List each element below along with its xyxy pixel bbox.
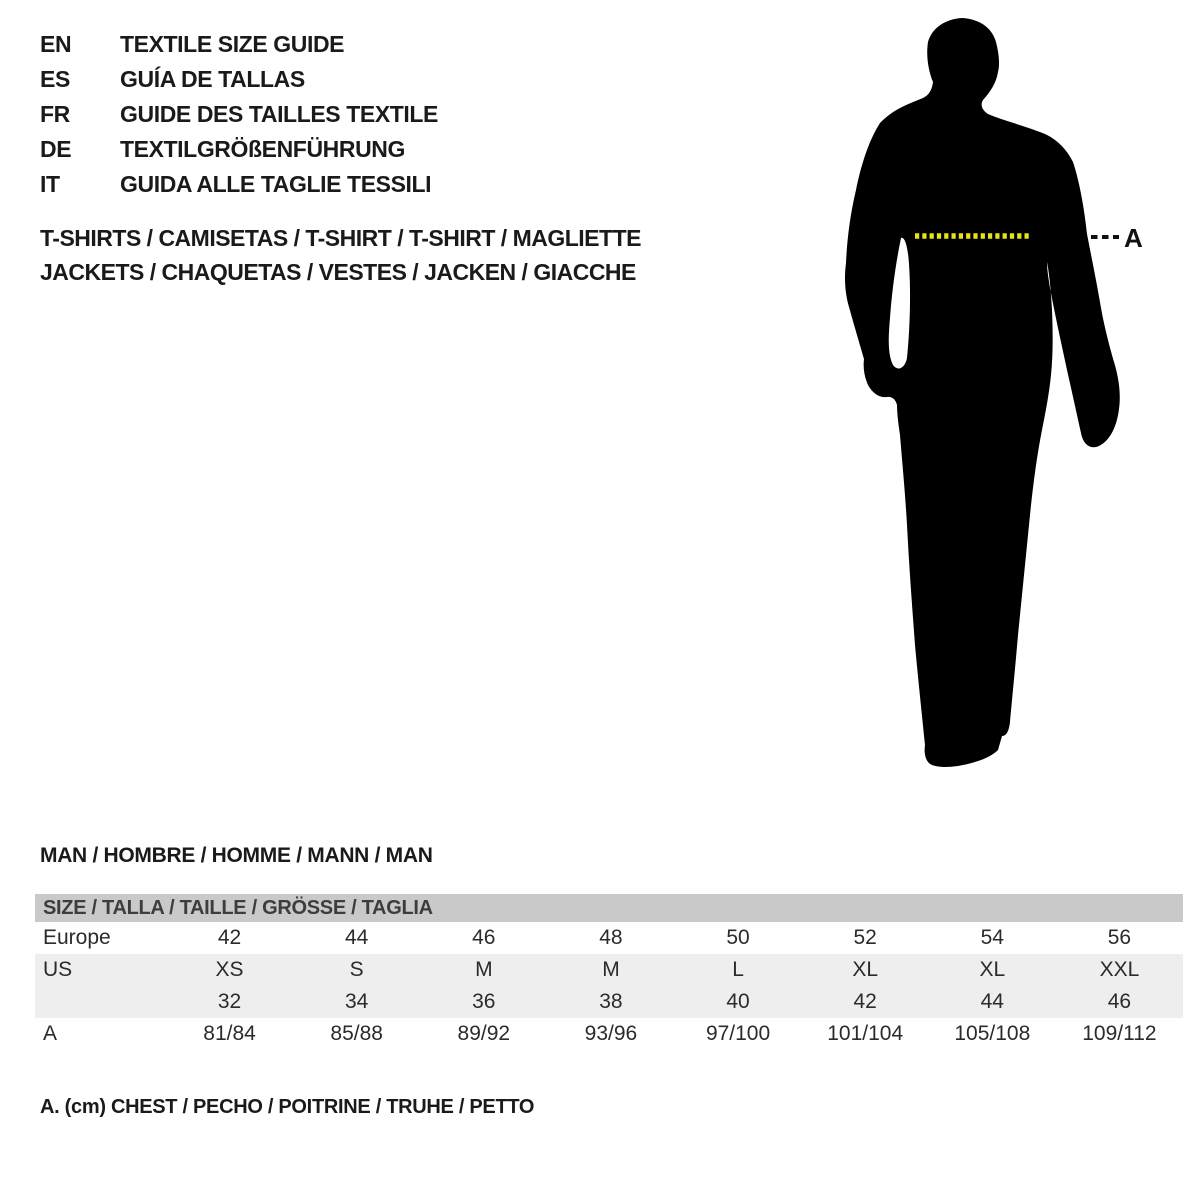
- size-cell: 42: [217, 926, 242, 949]
- language-row: [40, 62, 438, 97]
- size-cell: 32: [217, 990, 242, 1013]
- size-table-header: SIZE / TALLA / TAILLE / GRÖSSE / TAGLIA: [35, 894, 1183, 922]
- size-cell: 50: [726, 926, 750, 949]
- size-cell: 109/112: [1082, 1022, 1157, 1045]
- size-cell: 52: [853, 926, 877, 949]
- size-cell: 93/96: [584, 1022, 638, 1045]
- table-row-chest-a: [35, 1018, 1183, 1050]
- language-code: FR: [40, 101, 70, 127]
- table-row-europe: [35, 922, 1183, 954]
- size-cell: 85/88: [330, 1022, 383, 1045]
- size-cell: XL: [852, 958, 879, 981]
- size-cell: 101/104: [827, 1022, 904, 1045]
- size-cell: L: [732, 958, 744, 981]
- language-code: ES: [40, 66, 70, 92]
- size-cell: 44: [345, 926, 369, 949]
- category-line-jackets: JACKETS / CHAQUETAS / VESTES / JACKEN / GIACCHE: [40, 259, 636, 285]
- language-label: GUIDA ALLE TAGLIE TESSILI: [120, 171, 432, 197]
- size-cell: S: [349, 958, 364, 981]
- size-cell: 42: [853, 990, 877, 1013]
- man-silhouette: [845, 18, 1120, 767]
- man-silhouette-figure: [840, 10, 1145, 785]
- language-label: GUÍA DE TALLAS: [120, 66, 305, 92]
- size-cell: 54: [980, 926, 1004, 949]
- language-row: [40, 27, 438, 62]
- size-cell: 97/100: [705, 1022, 771, 1045]
- category-line-tshirts: T-SHIRTS / CAMISETAS / T-SHIRT / T-SHIRT / MAGLIETTE: [40, 225, 641, 251]
- language-list: [40, 27, 438, 202]
- section-title-man: MAN / HOMBRE / HOMME / MANN / MAN: [40, 844, 433, 867]
- table-row-us-numeric: [35, 986, 1183, 1018]
- language-row: [40, 167, 438, 202]
- size-cell: M: [475, 958, 493, 981]
- size-cell: XL: [979, 958, 1006, 981]
- language-label: GUIDE DES TAILLES TEXTILE: [120, 101, 438, 127]
- row-label: A: [43, 1022, 58, 1045]
- size-table: [35, 894, 1183, 1050]
- size-cell: 105/108: [954, 1022, 1031, 1045]
- size-cell: 40: [726, 990, 750, 1013]
- language-row: [40, 97, 438, 132]
- size-cell: 34: [345, 990, 369, 1013]
- language-code: EN: [40, 31, 72, 57]
- size-cell: 44: [980, 990, 1004, 1013]
- language-label: TEXTILGRÖßENFÜHRUNG: [120, 136, 405, 162]
- size-cell: XS: [215, 958, 244, 981]
- size-cell: 56: [1107, 926, 1132, 949]
- row-label: US: [43, 958, 73, 981]
- measurement-footnote: A. (cm) CHEST / PECHO / POITRINE / TRUHE / PETTO: [40, 1096, 535, 1118]
- size-cell: 81/84: [203, 1022, 256, 1045]
- language-code: DE: [40, 136, 72, 162]
- size-cell: 38: [599, 990, 623, 1013]
- size-cell: 89/92: [457, 1022, 511, 1045]
- size-cell: M: [602, 958, 620, 981]
- table-row-us: [35, 954, 1183, 986]
- language-code: IT: [40, 171, 60, 197]
- size-cell: XXL: [1099, 958, 1140, 981]
- size-cell: 46: [472, 926, 496, 949]
- size-cell: 46: [1107, 990, 1132, 1013]
- language-row: [40, 132, 438, 167]
- size-cell: 36: [472, 990, 496, 1013]
- row-label: Europe: [43, 926, 111, 949]
- language-label: TEXTILE SIZE GUIDE: [120, 31, 345, 57]
- size-cell: 48: [599, 926, 623, 949]
- category-heading: [40, 221, 641, 289]
- measure-label-a: A: [1124, 223, 1143, 253]
